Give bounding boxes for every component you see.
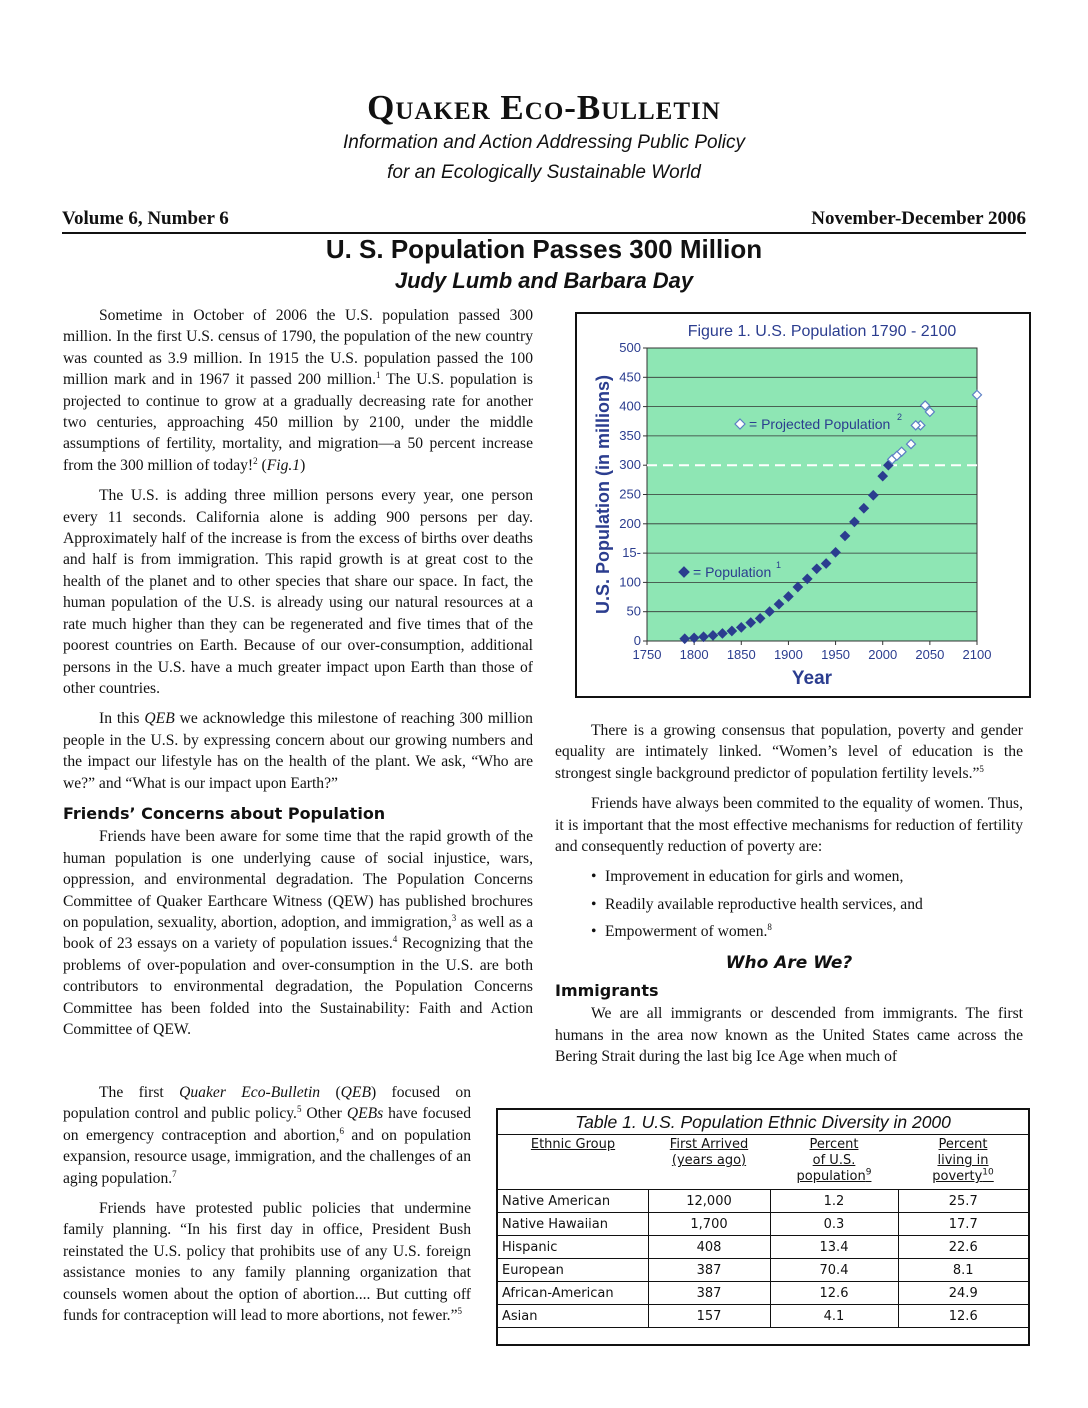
- y-tick-label: 350: [619, 427, 641, 443]
- cell-pct: 12.6: [770, 1282, 898, 1305]
- table-header-row: [498, 1135, 1028, 1190]
- cell-pct: 13.4: [770, 1236, 898, 1259]
- mechanisms-list: [555, 866, 1023, 942]
- section-heading-immigrants: Immigrants: [555, 981, 659, 1001]
- table-row: [498, 1213, 1028, 1236]
- y-tick-label: 250: [619, 486, 641, 502]
- volume-number: Volume 6, Number 6: [62, 208, 229, 229]
- cell-pov: 24.9: [898, 1282, 1028, 1305]
- publication-title: Quaker Eco-Bulletin: [367, 88, 721, 127]
- chart-title: Figure 1. U.S. Population 1790 - 2100: [687, 323, 957, 340]
- y-tick-label: 50: [626, 603, 641, 619]
- y-tick-label: 500: [619, 340, 641, 355]
- cell-pct: 70.4: [770, 1259, 898, 1282]
- x-tick-label: 1800: [679, 647, 709, 662]
- y-tick-label: 400: [619, 398, 641, 414]
- table-row: [498, 1190, 1028, 1213]
- issue-date: November-December 2006: [811, 208, 1026, 229]
- cell-arrived: 1,700: [648, 1213, 770, 1236]
- y-tick-label: 300: [619, 457, 641, 473]
- table-body: [498, 1190, 1028, 1328]
- x-tick-label: 2000: [868, 647, 898, 662]
- paragraph: We are all immigrants or descended from immigrants. The first humans in the area now known as the United States came across the Bering Strait during the last big Ice Age when much of: [555, 1005, 1023, 1066]
- left-column: [63, 305, 533, 1049]
- legend-projected-label: = Projected Population: [749, 416, 891, 432]
- y-tick-label: 200: [619, 515, 641, 531]
- cell-group: Asian: [498, 1305, 648, 1328]
- legend-projected-sup: 2: [897, 412, 903, 422]
- paragraph: The U.S. is adding three million persons every year, one person every 11 seconds. California alone is adding 900 persons per day. Approximately half of the increase is from the excess of births over deaths and half is from immigration. This rapid growth is at great cost to the health of the planet and to other species that share our space. In fact, the human population of the U.S. is already using our natural resources at a rate much higher than they can be regenerated and five times that of the poorest countries on Earth. Because of our over-consumption, additional persons in the U.S. have a much greater impact upon Earth than those of other countries.: [63, 487, 533, 697]
- cell-pov: 25.7: [898, 1190, 1028, 1213]
- header-first-arrived: First Arrived (years ago): [648, 1135, 770, 1190]
- list-item: • Readily available reproductive health services, and: [605, 894, 1023, 915]
- cell-pov: 12.6: [898, 1305, 1028, 1328]
- table-row: [498, 1259, 1028, 1282]
- masthead: [0, 88, 1088, 188]
- x-tick-label: 1900: [773, 647, 803, 662]
- figure-1: [575, 312, 1031, 698]
- x-tick-label: 1750: [632, 647, 662, 662]
- cell-group: Native American: [498, 1190, 648, 1213]
- ethnic-diversity-table: [496, 1108, 1030, 1346]
- table-title: Table 1. U.S. Population Ethnic Diversity in 2000: [498, 1110, 1028, 1135]
- section-heading-who-are-we: Who Are We?: [725, 952, 853, 973]
- cell-pov: 8.1: [898, 1259, 1028, 1282]
- table-row: [498, 1236, 1028, 1259]
- table-row: [498, 1282, 1028, 1305]
- article-title: U. S. Population Passes 300 Million: [325, 234, 763, 264]
- cell-arrived: 157: [648, 1305, 770, 1328]
- y-axis-label: U.S. Population (in millions): [593, 375, 613, 614]
- cell-group: Native Hawaiian: [498, 1213, 648, 1236]
- x-axis-label: Year: [791, 668, 833, 689]
- x-tick-label: 1950: [821, 647, 851, 662]
- paragraph: There is a growing consensus that population, poverty and gender equality are intimately linked. “Women’s level of education is the strongest single background predictor of population fertility levels.”$^5$: [555, 722, 1023, 782]
- paragraph: In this QEB we acknowledge this milestone of reaching 300 million people in the U.S. by expressing concern about our growing numbers and the impact our lifestyle has on the health of the plant. We ask, “Who are we?” and “What is our impact upon Earth?”: [63, 710, 533, 792]
- cell-arrived: 12,000: [648, 1190, 770, 1213]
- right-column: [555, 720, 1023, 1077]
- legend-population-sup: 1: [776, 560, 782, 570]
- section-heading-concerns: Friends’ Concerns about Population: [63, 803, 386, 823]
- publication-subtitle-1: Information and Action Addressing Public Policy: [342, 132, 746, 153]
- cell-arrived: 387: [648, 1259, 770, 1282]
- paragraph: Friends have been aware for some time that the rapid growth of the human population is one underlying cause of social injustice, wars, oppression, and environmental degradation. The Population Concerns Committee of Quaker Earthcare Witness (QEW) has published brochures on population, sexuality, abortion, adoption, and immigration,$^3$ as well as a book of 23 essays on a variety of population issues.$^4$ Recognizing that the problems of over-population and over-consumption in the U.S. are both contributors to environmental degradation, the Population Concerns Committee has been folded into the Sustainability: Faith and Action Committee of QEW.: [63, 828, 534, 1038]
- cell-group: Hispanic: [498, 1236, 648, 1259]
- cell-group: European: [498, 1259, 648, 1282]
- x-tick-label: 1850: [726, 647, 756, 662]
- article-authors: Judy Lumb and Barbara Day: [394, 268, 694, 293]
- y-tick-label: 15-: [622, 545, 641, 561]
- cell-pct: 1.2: [770, 1190, 898, 1213]
- list-item: • Improvement in education for girls and women,: [605, 866, 1023, 887]
- paragraph: Friends have always been commited to the equality of women. Thus, it is important that the most effective mechanisms for reduction of fertility and consequently reduction of poverty are:: [555, 795, 1023, 856]
- ethnic-table: [498, 1135, 1028, 1328]
- y-tick-label: 100: [619, 574, 641, 590]
- cell-arrived: 408: [648, 1236, 770, 1259]
- list-item: • Empowerment of women.$^8$: [605, 921, 1023, 942]
- paragraph: The first Quaker Eco-Bulletin (QEB) focused on population control and public policy.$^5$ Other QEBs have focused on emergency contraception and abortion,$^6$ and on population expansion, resource usage, immigration, and the challenges of an aging population.$^7$: [63, 1084, 471, 1187]
- cell-group: African-American: [498, 1282, 648, 1305]
- x-tick-label: 2100: [962, 647, 992, 662]
- x-tick-label: 2050: [915, 647, 945, 662]
- header-percent-poverty: Percent living in poverty$^{10}$: [898, 1135, 1028, 1190]
- cell-pct: 4.1: [770, 1305, 898, 1328]
- population-chart: [577, 314, 1029, 696]
- table-row: [498, 1305, 1028, 1328]
- y-tick-label: 450: [619, 369, 641, 385]
- publication-subtitle-2: for an Ecologically Sustainable World: [387, 162, 701, 183]
- header-ethnic-group: Ethnic Group: [498, 1135, 648, 1190]
- issue-line: [62, 208, 1026, 234]
- paragraph: Friends have protested public policies that undermine family planning. “In his first day in office, President Bush reinstated the U.S. policy that prohibits use of any U.S. foreign assistance monies to any family planning organization that counsels women about the option of abortion.... But cutting off funds for contraception will lead to more abortions, not fewer.”$^5$: [63, 1200, 471, 1325]
- cell-pov: 17.7: [898, 1213, 1028, 1236]
- cell-pov: 22.6: [898, 1236, 1028, 1259]
- cell-arrived: 387: [648, 1282, 770, 1305]
- cell-pct: 0.3: [770, 1213, 898, 1236]
- header-percent-population: Percent of U.S. population$^9$: [770, 1135, 898, 1190]
- legend-population-label: = Population: [693, 564, 772, 580]
- y-tick-label: 0: [633, 633, 641, 648]
- paragraph: Sometime in October of 2006 the U.S. population passed 300 million. In the first U.S. census of 1790, the population of the new country was counted as 3.9 million. In 1915 the U.S. population passed the 100 million mark and in 1967 it passed 200 million.$^1$ The U.S. population is projected to continue to grow at a gradually decreasing rate for another two centuries, approaching 450 million by 2100, under the middle assumptions of fertility, mortality, and migration—a 50 percent increase from the 300 million of today!$^2$ (Fig.1): [63, 307, 533, 474]
- left-column-lower: [63, 1082, 471, 1335]
